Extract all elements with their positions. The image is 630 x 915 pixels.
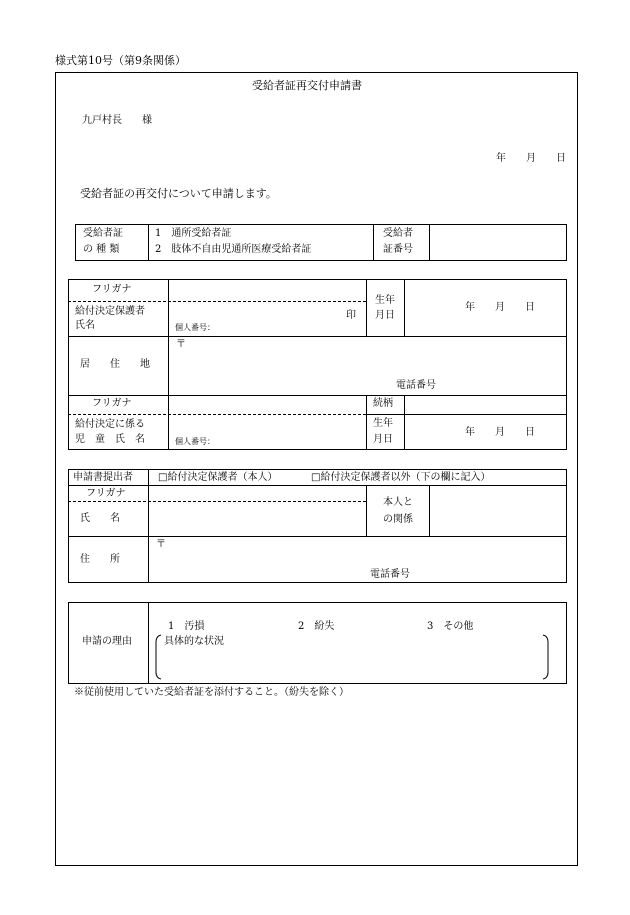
reason-option-other[interactable]: 3 その他 [427, 621, 474, 632]
applicant-postal-mark: 〒 [156, 539, 166, 550]
residence-label: 居 住 地 [80, 359, 150, 370]
applicant-name-label: 氏 名 [80, 513, 120, 524]
applicant-furigana-label: フリガナ [86, 488, 126, 499]
reason-option-lost[interactable]: 2 紛失 [298, 621, 335, 632]
intro-text: 受給者証の再交付について申請します。 [80, 187, 277, 200]
residence-phone-label: 電話番号 [396, 380, 436, 391]
applicant-relation-label-2: の関係 [383, 514, 413, 525]
guardian-my-number-label: 個人番号： [175, 323, 215, 332]
cert-type-label: 受給者証 [83, 228, 123, 239]
form-number: 様式第10号（第9条関係） [55, 54, 186, 67]
cert-number-label: 受給者 [383, 228, 413, 239]
residence-postal-mark: 〒 [176, 339, 186, 350]
child-birth-label-2: 月日 [373, 434, 393, 445]
form-title: 受給者証再交付申請書 [252, 79, 362, 92]
cert-type-label-2: の 種 類 [83, 244, 120, 255]
footnote: ※従前使用していた受給者証を添付すること。（紛失を除く） [74, 687, 349, 698]
guardian-birth-value: 年 月 日 [465, 302, 535, 313]
reason-detail-field[interactable] [162, 652, 542, 676]
applicant-address-field[interactable] [149, 550, 565, 566]
child-name-field[interactable] [169, 415, 365, 449]
applicant-phone-label: 電話番号 [370, 569, 410, 580]
guardian-name-label: 給付決定保護者 [75, 306, 145, 317]
applicant-address-label: 住 所 [80, 554, 120, 565]
cert-number-field[interactable] [430, 225, 566, 260]
reason-option-soiled[interactable]: 1 汚損 [168, 621, 205, 632]
guardian-furigana-label: フリガナ [92, 284, 132, 295]
applicant-relation-label: 本人と [383, 497, 413, 508]
residence-field[interactable] [169, 352, 565, 378]
application-date: 年 月 日 [496, 153, 566, 164]
child-birth-value: 年 月 日 [465, 427, 535, 438]
reason-detail-label: 具体的な状況 [164, 636, 224, 647]
guardian-birth-label-2: 月日 [375, 310, 395, 321]
child-furigana-label: フリガナ [92, 398, 132, 409]
child-name-label: 給付決定に係る [75, 419, 145, 430]
cert-number-label-2: 証番号 [383, 244, 413, 255]
relation-label: 続柄 [373, 398, 393, 409]
seal-mark: 印 [346, 310, 356, 321]
child-birth-label: 生年 [373, 418, 393, 429]
cert-option-2: 2 肢体不自由児通所医療受給者証 [155, 244, 312, 255]
applicant-relation-field[interactable] [430, 486, 566, 535]
guardian-name-field[interactable] [169, 302, 365, 335]
cert-option-1: 1 通所受給者証 [155, 228, 232, 239]
option-guardian-self[interactable]: □給付決定保護者（本人） [158, 472, 278, 483]
submitter-label: 申請書提出者 [73, 472, 133, 483]
addressee: 九戸村長 様 [82, 115, 152, 126]
child-my-number-label: 個人番号： [175, 437, 215, 446]
guardian-name-label-2: 氏名 [75, 320, 95, 331]
child-name-label-2: 児 童 氏 名 [75, 434, 145, 445]
option-guardian-other[interactable]: □給付決定保護者以外（下の欄に記入） [311, 472, 491, 483]
guardian-birth-label: 生年 [375, 295, 395, 306]
reason-label: 申請の理由 [82, 636, 132, 647]
applicant-name-field[interactable] [149, 502, 365, 535]
